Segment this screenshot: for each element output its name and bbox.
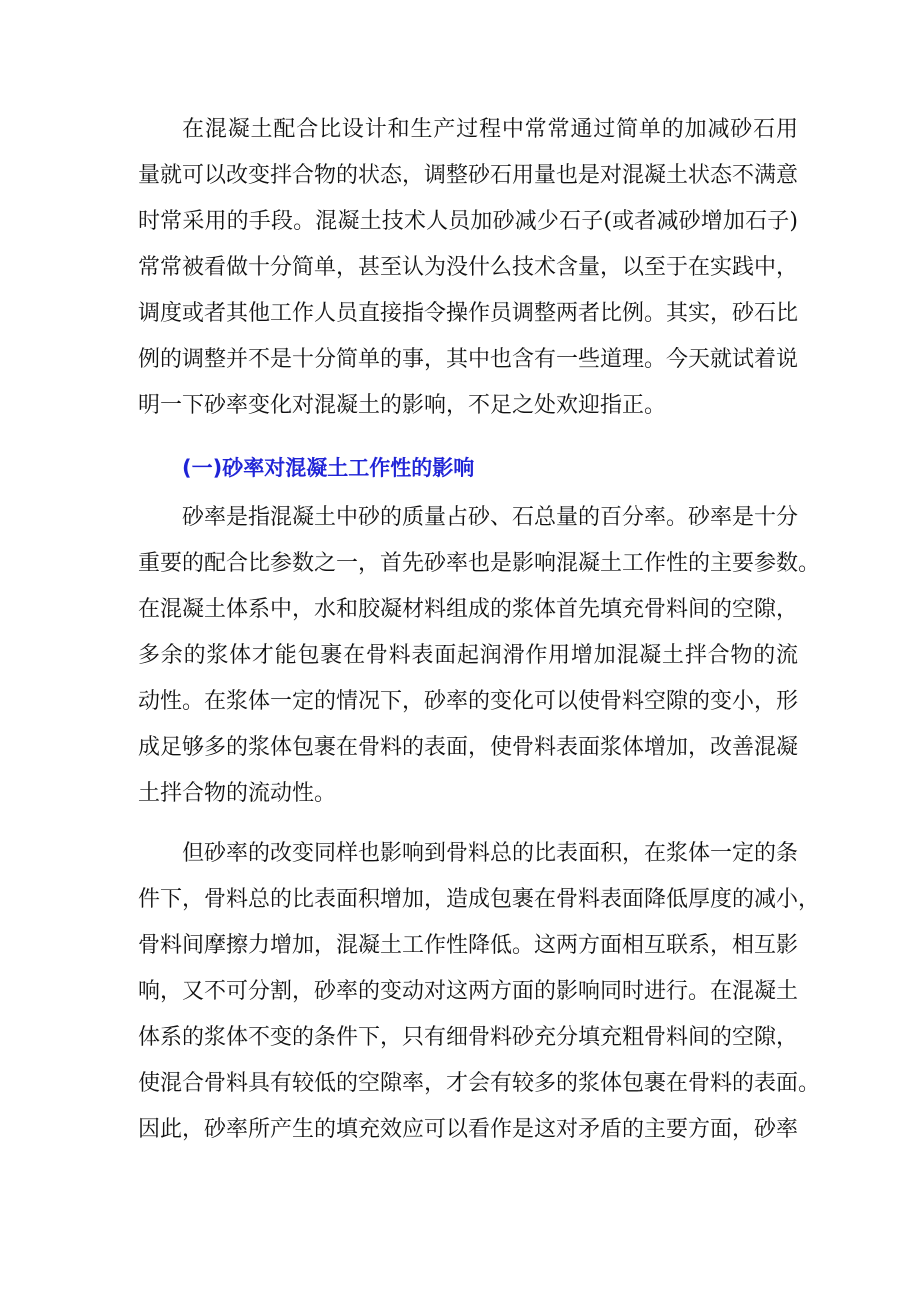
- paragraph-line: 土拌合物的流动性。: [138, 781, 337, 806]
- paragraph-line: 体系的浆体不变的条件下，只有细骨料砂充分填充粗骨料间的空隙，: [138, 1025, 799, 1050]
- paragraph-line: 在混凝土配合比设计和生产过程中常常通过简单的加减砂石用: [182, 117, 798, 142]
- paragraph-line: 但砂率的改变同样也影响到骨料总的比表面积，在浆体一定的条: [182, 841, 799, 866]
- section-heading: (一)砂率对混凝土工作性的影响: [182, 456, 475, 480]
- paragraph-line: 动性。在浆体一定的情况下，砂率的变化可以使骨料空隙的变小，形: [138, 689, 799, 714]
- paragraph-line: 明一下砂率变化对混凝土的影响，不足之处欢迎指正。: [138, 393, 667, 418]
- paragraph-line: 在混凝土体系中，水和胶凝材料组成的浆体首先填充骨料间的空隙，: [138, 597, 799, 622]
- paragraph-line: 使混合骨料具有较低的空隙率，才会有较多的浆体包裹在骨料的表面。: [138, 1071, 821, 1096]
- paragraph-line: 成足够多的浆体包裹在骨料的表面，使骨料表面浆体增加，改善混凝: [138, 735, 799, 760]
- paragraph-line: 多余的浆体才能包裹在骨料表面起润滑作用增加混凝土拌合物的流: [138, 643, 798, 668]
- paragraph-surface-area: [138, 831, 821, 1153]
- paragraph-line: 重要的配合比参数之一，首先砂率也是影响混凝土工作性的主要参数。: [138, 551, 821, 576]
- paragraph-sand-ratio-definition: [138, 495, 821, 817]
- paragraph-line: 因此，砂率所产生的填充效应可以看作是这对矛盾的主要方面，砂率: [138, 1117, 799, 1142]
- paragraph-line: 骨料间摩擦力增加，混凝土工作性降低。这两方面相互联系，相互影: [138, 933, 799, 958]
- paragraph-line: 响，又不可分割，砂率的变动对这两方面的影响同时进行。在混凝土: [138, 979, 799, 1004]
- paragraph-line: 量就可以改变拌合物的状态，调整砂石用量也是对混凝土状态不满意: [138, 163, 799, 188]
- paragraph-line: 例的调整并不是十分简单的事，其中也含有一些道理。今天就试着说: [138, 347, 799, 372]
- paragraph-line: 时常采用的手段。混凝土技术人员加砂减少石子(或者减砂增加石子): [138, 209, 798, 234]
- paragraph-line: 砂率是指混凝土中砂的质量占砂、石总量的百分率。砂率是十分: [182, 505, 799, 530]
- paragraph-line: 调度或者其他工作人员直接指令操作员调整两者比例。其实，砂石比: [138, 301, 799, 326]
- paragraph-line: 常常被看做十分简单，甚至认为没什么技术含量，以至于在实践中，: [138, 255, 799, 280]
- paragraph-line: 件下，骨料总的比表面积增加，造成包裹在骨料表面降低厚度的减小，: [138, 887, 821, 912]
- paragraph-intro: [138, 107, 798, 429]
